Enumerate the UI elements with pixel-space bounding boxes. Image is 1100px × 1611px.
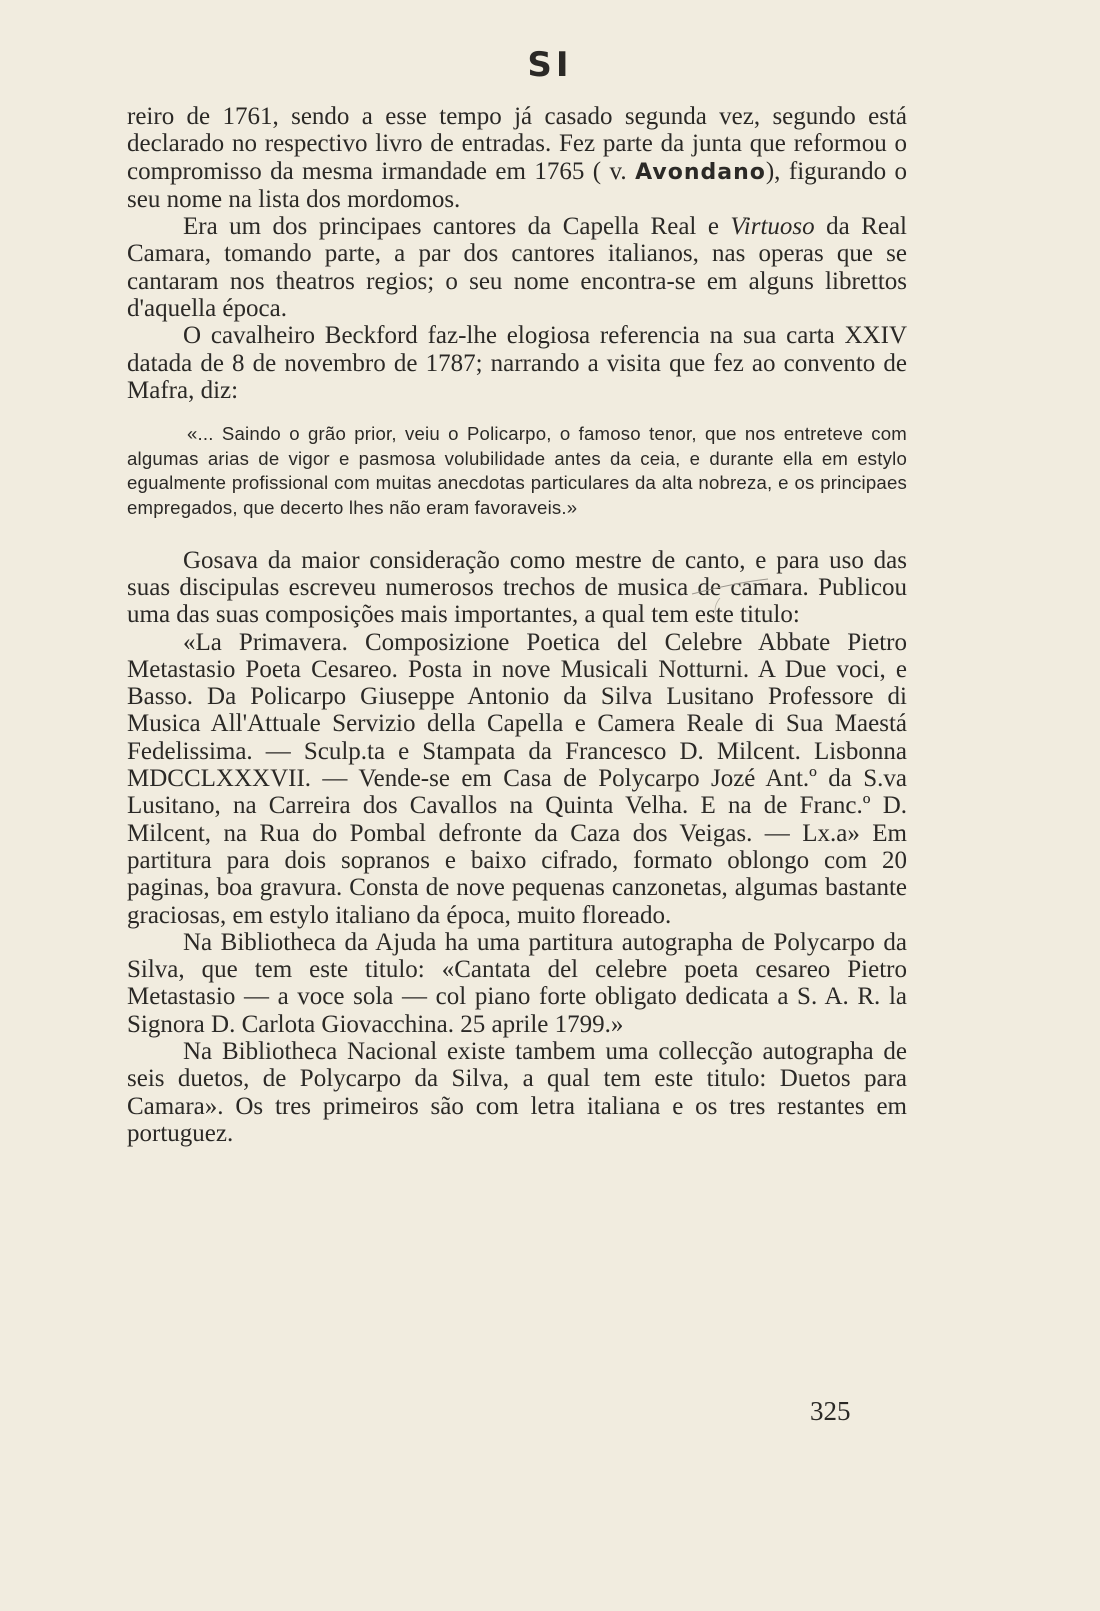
paragraph-text: ), figurando o seu nome na lista dos mordomos. — [127, 157, 907, 213]
paragraph: Gosava da maior consideração como mestre de canto, e para uso das suas discipulas escreveu numerosos trechos de musica de camara. Publicou uma das suas composições mais importantes, a qual tem este titulo: — [127, 546, 907, 629]
cross-reference-name: Avondano — [635, 159, 766, 185]
paragraph: Na Bibliotheca Nacional existe tambem uma collecção autographa de seis duetos, de Polycarpo da Silva, a qual tem este titulo: Duetos para Camara». Os tres primeiros são com letra italiana e os tres restantes em portuguez. — [127, 1037, 907, 1147]
paragraph-text: reiro de 1761, sendo a esse tempo já casado segunda vez, segundo está declarado no respectivo livro de entradas. Fez parte da junta que reformou o compromisso da mesma irmandade em 1765 ( v. — [127, 103, 907, 185]
quote-text: «... Saindo o grão prior, veiu o Policarpo, o famoso tenor, que nos entreteve com algumas arias de vigor e pasmosa volubilidade antes da ceia, e durante ella em estylo egualmente profissional com muitas anecdotas particulares da alta nobreza, e os principaes empregados, que decerto lhes não eram favoraveis.» — [127, 423, 907, 519]
italic-term: Virtuoso — [730, 213, 815, 241]
running-header: SI — [527, 45, 573, 85]
paragraph: Na Bibliotheca da Ajuda ha uma partitura autographa de Polycarpo da Silva, que tem este titulo: «Cantata del celebre poeta cesareo Pietro Metastasio — a voce sola — col piano forte obligato dedicata a S. A. R. la Signora D. Carlota Giovacchina. 25 aprile 1799.» — [127, 928, 907, 1038]
page-body — [127, 103, 907, 1147]
paragraph: «La Primavera. Composizione Poetica del Celebre Abbate Pietro Metastasio Poeta Cesareo. Posta in nove Musicali Notturni. A Due voci, e Basso. Da Policarpo Giuseppe Antonio da Silva Lusitano Professore di Musica All'Attuale Servizio della Capella e Camera Reale di Sua Maestá Fedelissima. — Sculp.ta e Stampata da Francesco D. Milcent. Lisbonna MDCCLXXXVII. — Vende-se em Casa de Polycarpo Jozé Ant.º da S.va Lusitano, na Carreira dos Cavallos na Quinta Velha. E na de Franc.º D. Milcent, na Rua do Pombal defronte da Caza dos Veigas. — Lx.a» Em partitura para dois sopranos e baixo cifrado, formato oblongo com 20 paginas, boa gravura. Consta de nove pequenas canzonetas, algumas bastante graciosas, em estylo italiano da época, muito floreado. — [127, 628, 907, 929]
paragraph — [127, 103, 907, 213]
paragraph: O cavalheiro Beckford faz-lhe elogiosa referencia na sua carta XXIV datada de 8 de novembro de 1787; narrando a visita que fez ao convento de Mafra, diz: — [127, 322, 907, 404]
paragraph-text: da Real Camara, tomando parte, a par dos cantores italianos, nas operas que se cantaram nos theatros regios; o seu nome encontra-se em alguns librettos d'aquella época. — [127, 213, 907, 323]
paragraph-text: Era um dos principaes cantores da Capella Real e — [183, 213, 731, 241]
pencil-mark — [690, 578, 770, 618]
block-quote — [127, 422, 907, 520]
paragraph — [127, 213, 907, 322]
page-number: 325 — [810, 1396, 851, 1426]
